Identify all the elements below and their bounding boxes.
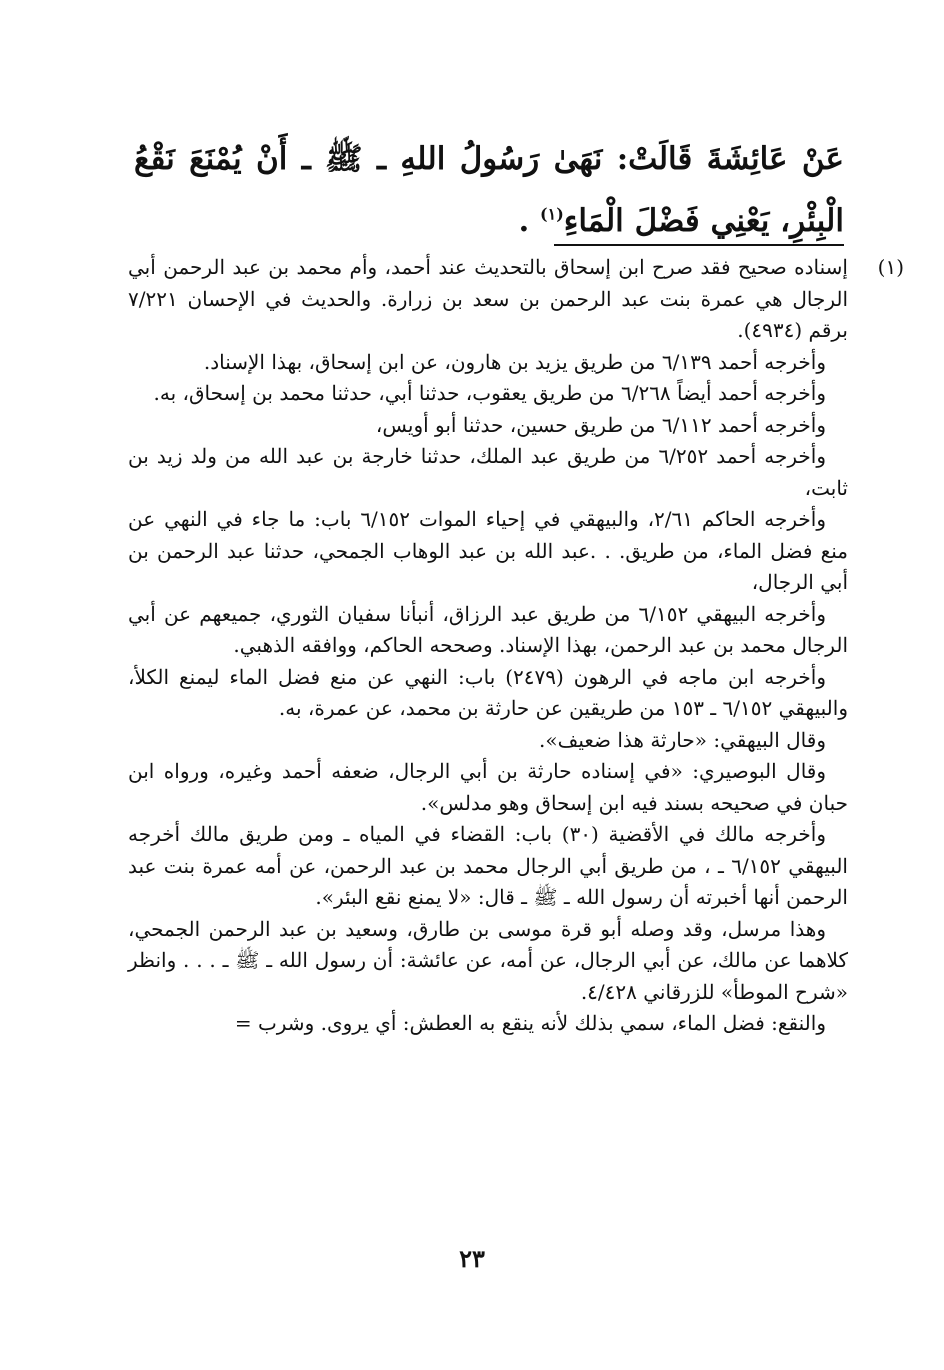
page-number: ٢٣ <box>459 1244 485 1273</box>
footnote-first-paragraph <box>128 252 904 347</box>
footnote-paragraph: وأخرجه أحمد ٦/١١٢ من طريق حسين، حدثنا أبو أويس، <box>375 412 826 437</box>
footnote-paragraph: وأخرجه أحمد أيضاً ٦/٢٦٨ من طريق يعقوب، حدثنا أبي، حدثنا محمد بن إسحاق، به. <box>153 381 826 405</box>
footnote-separator <box>554 244 844 246</box>
footnote-first-text: إسناده صحيح فقد صرح ابن إسحاق بالتحديث عند أحمد، وأم محمد بن عبد الرحمن أبي الرجال هي عمرة بنت عبد الرحمن بن سعد بن زرارة. والحديث في الإحسان ٧/٢٢١ برقم (٤٩٣٤). <box>128 255 848 342</box>
footnote-paragraph: وأخرجه ابن ماجه في الرهون (٢٤٧٩) باب: النهي عن منع فضل الماء ليمنع الكلأ، والبيهقي ٦/١٥٢ ـ ١٥٣ من طريقين عن حارثة بن محمد، عن عمرة، به. <box>128 664 848 720</box>
footnote-block <box>128 252 904 1040</box>
footnote-paragraph: وأخرجه أحمد ٦/٢٥٢ من طريق عبد الملك، حدثنا خارجة بن عبد الله من ولد زيد بن ثابت، <box>128 444 848 500</box>
hadith-text <box>134 128 844 252</box>
footnote-paragraph: وقال البيهقي: «حارثة هذا ضعيف». <box>539 727 826 752</box>
footnote-reference: (١) <box>540 204 564 224</box>
footnote-number: (١) <box>877 255 904 279</box>
hadith-end: . <box>518 203 541 239</box>
footnote-paragraph: وقال البوصيري: «في إسناده حارثة بن أبي الرجال، ضعفه أحمد وغيره، ورواه ابن حبان في صحيحه بسند فيه ابن إسحاق وهو مدلس». <box>128 759 848 815</box>
footnote-paragraph: وأخرجه الحاكم ٢/٦١، والبيهقي في إحياء الموات ٦/١٥٢ باب: ما جاء في النهي عن منع فضل الماء، من طريق. . .عبد الله بن عبد الوهاب الجمحي، حدثنا عبد الرحمن بن أبي الرجال، <box>128 507 848 594</box>
footnote-paragraph: وأخرجه مالك في الأقضية (٣٠) باب: القضاء في المياه ـ ومن طريق مالك أخرجه البيهقي ٦/١٥٢ ـ ، من طريق أبي الرجال محمد بن عبد الرحمن، عن أمه عمرة بنت عبد الرحمن أنها أخبرته أن رسول الله ـ ﷺ ـ قال: «لا يمنع نقع البئر». <box>128 822 848 909</box>
hadith-body: عَنْ عَائِشَةَ قَالَتْ: نَهَىٰ رَسُولُ اللهِ ـ ﷺ ـ أَنْ يُمْنَعَ نَقْعُ الْبِئْرِ، يَعْنِي فَضْلَ الْمَاءِ <box>134 141 844 239</box>
footnote-paragraph: وأخرجه البيهقي ٦/١٥٢ من طريق عبد الرزاق، أنبأنا سفيان الثوري، جميعهم عن أبي الرجال محمد بن عبد الرحمن، بهذا الإسناد. وصححه الحاكم، ووافقه الذهبي. <box>128 601 848 657</box>
footnote-paragraph: والنقع: فضل الماء، سمي بذلك لأنه ينقع به العطش: أي يروى. وشرب = <box>234 1011 826 1035</box>
footnote-paragraph: وأخرجه أحمد ٦/١٣٩ من طريق يزيد بن هارون، عن ابن إسحاق، بهذا الإسناد. <box>203 349 826 374</box>
footnote-paragraph: وهذا مرسل، وقد وصله أبو قرة موسى بن طارق، وسعيد بن عبد الرحمن الجمحي، كلاهما عن مالك، عن أبي الرجال، عن أمه، عن عائشة: أن رسول الله ـ ﷺ ـ . . . وانظر «شرح الموطأ» للزرقاني ٤/٤٢٨. <box>128 916 848 1004</box>
